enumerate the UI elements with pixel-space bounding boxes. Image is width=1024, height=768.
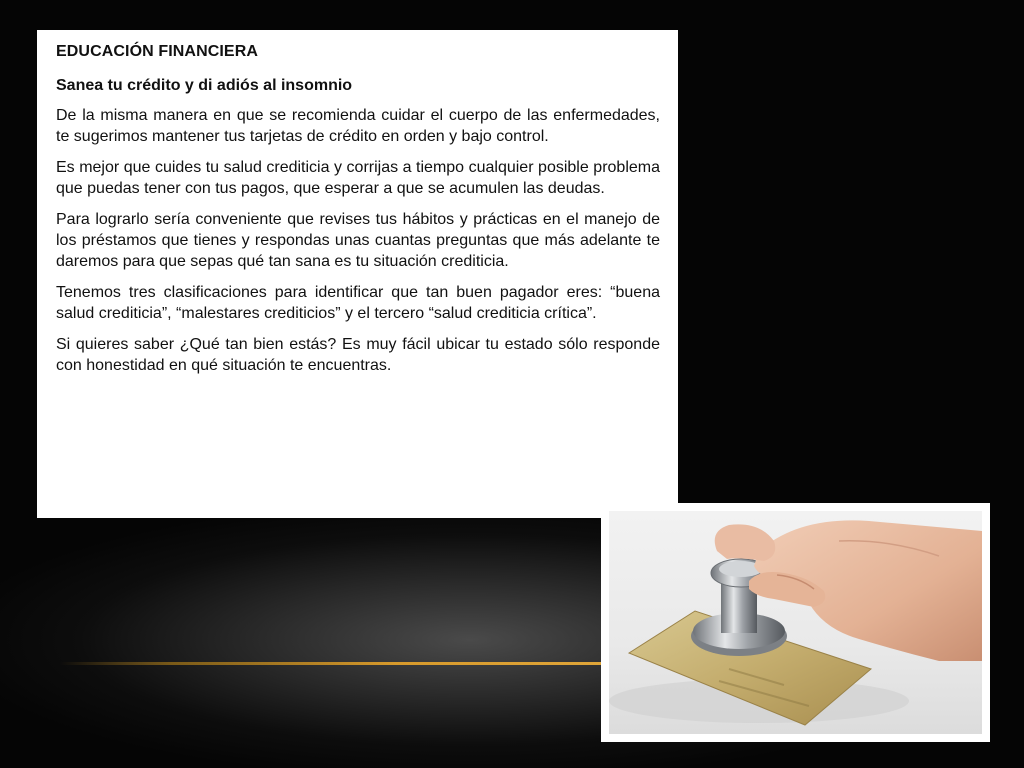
stethoscope-photo	[609, 511, 982, 734]
document-subtitle: Sanea tu crédito y di adiós al insomnio	[56, 77, 353, 94]
stethoscope-on-credit-card-icon	[609, 511, 982, 734]
document-panel	[37, 30, 678, 518]
photo-frame	[601, 503, 990, 742]
paragraph-5: Si quieres saber ¿Qué tan bien estás? Es muy fácil ubicar tu estado sólo responde con honestidad en qué situación te encuentras.	[56, 336, 660, 374]
paragraph-3: Para lograrlo sería conveniente que revises tus hábitos y prácticas en el manejo de los préstamos que tienes y respondas unas cuantas preguntas que más adelante te daremos para que sepas qué tan sana es tu situación crediticia.	[56, 211, 660, 270]
document-title: EDUCACIÓN FINANCIERA	[56, 43, 258, 60]
accent-line	[60, 662, 620, 665]
paragraph-2: Es mejor que cuides tu salud crediticia y corrijas a tiempo cualquier posible problema que puedas tener con tus pagos, que esperar a que se acumulen las deudas.	[56, 159, 660, 197]
paragraph-4: Tenemos tres clasificaciones para identificar que tan buen pagador eres: “buena salud crediticia”, “malestares crediticios” y el tercero “salud crediticia crítica”.	[56, 284, 660, 322]
paragraph-1: De la misma manera en que se recomienda cuidar el cuerpo de las enfermedades, te sugerimos mantener tus tarjetas de crédito en orden y bajo control.	[56, 107, 660, 145]
